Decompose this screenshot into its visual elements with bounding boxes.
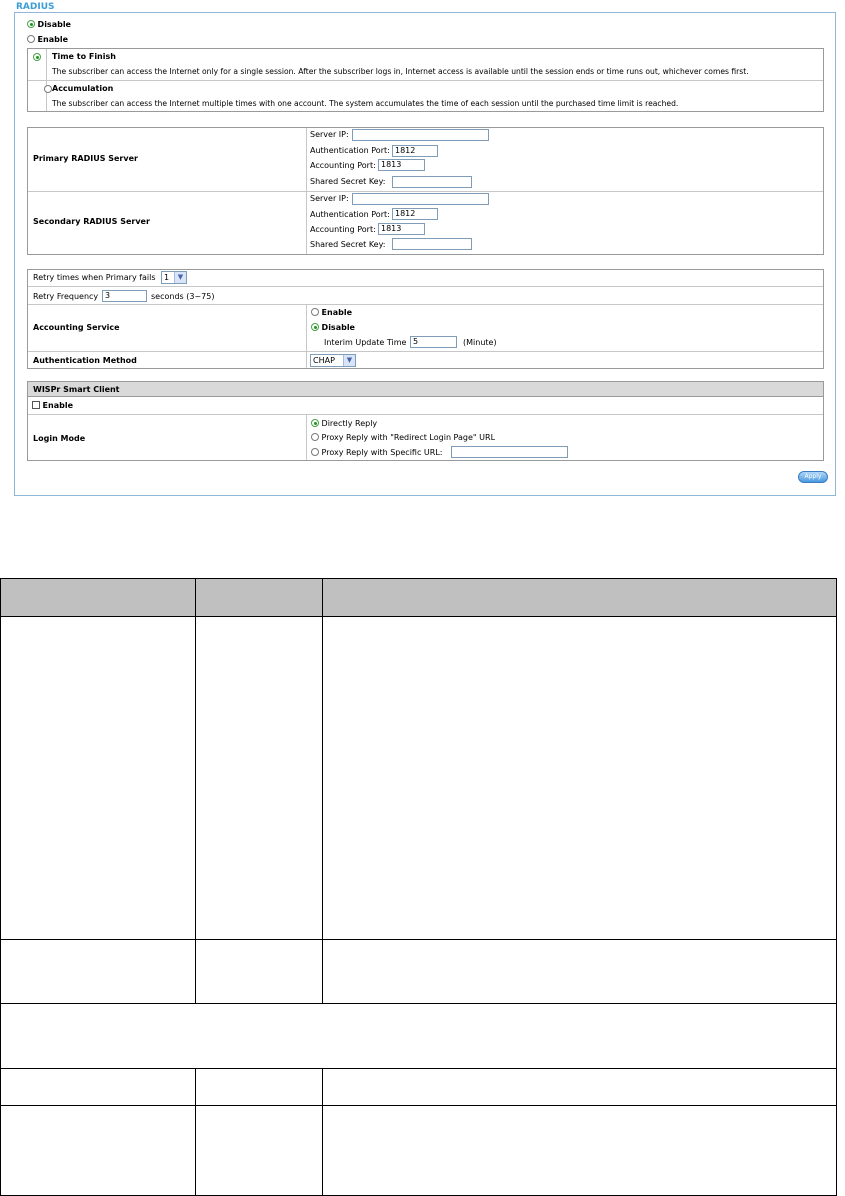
retry-times-label: Retry times when Primary fails: [33, 273, 156, 282]
secondary-secret-input[interactable]: [392, 238, 472, 250]
primary-server-label: Primary RADIUS Server: [33, 154, 138, 163]
chevron-down-icon: ▼: [343, 355, 355, 366]
time-to-finish-radio[interactable]: [33, 53, 41, 61]
secondary-auth-port-label: Authentication Port:: [310, 210, 390, 219]
accounting-disable-option[interactable]: [311, 323, 355, 332]
primary-secret-input[interactable]: [392, 176, 472, 188]
secondary-acct-port-label: Accounting Port:: [310, 225, 376, 234]
wispr-enable-label: Enable: [42, 401, 73, 410]
accounting-disable-label: Disable: [321, 323, 355, 332]
retry-box: [27, 269, 824, 369]
auth-method-label: Authentication Method: [33, 356, 137, 365]
auth-method-value: CHAP: [313, 356, 335, 365]
mode-enable-label: Enable: [37, 35, 68, 44]
table-header-row: [1, 579, 836, 616]
wispr-header-title: WISPr Smart Client: [33, 385, 120, 394]
accounting-enable-option[interactable]: [311, 308, 352, 317]
accumulation-radio[interactable]: [44, 85, 52, 93]
login-mode-option-specific[interactable]: [311, 448, 442, 457]
login-mode-direct-radio[interactable]: [311, 419, 319, 427]
primary-acct-port-input[interactable]: 1813: [378, 159, 425, 171]
retry-frequency-label: Retry Frequency: [33, 292, 99, 301]
interim-update-input[interactable]: 5: [410, 336, 457, 348]
secondary-server-ip-label: Server IP:: [310, 194, 349, 203]
specific-url-input[interactable]: [451, 446, 568, 458]
mode-disable-option[interactable]: [27, 20, 71, 29]
retry-times-value: 1: [164, 273, 170, 282]
primary-server-ip-input[interactable]: [352, 129, 489, 141]
login-mode-label: Login Mode: [33, 434, 86, 443]
time-to-finish-desc: The subscriber can access the Internet only for a single session. After the subscriber logs in, Internet access is available until the session ends or time runs out, whichever comes first.: [52, 67, 749, 76]
accounting-service-label: Accounting Service: [33, 323, 120, 332]
primary-server-ip-label: Server IP:: [310, 130, 349, 139]
wispr-header: [27, 381, 824, 397]
mode-disable-radio[interactable]: [27, 20, 35, 28]
mode-enable-radio[interactable]: [27, 35, 35, 43]
mode-enable-option[interactable]: [27, 35, 68, 44]
accounting-enable-radio[interactable]: [311, 308, 319, 316]
auth-method-select[interactable]: [310, 354, 356, 367]
secondary-server-ip-input[interactable]: [352, 193, 489, 205]
secondary-secret-label: Shared Secret Key:: [310, 240, 386, 249]
retry-frequency-input[interactable]: 3: [102, 290, 147, 302]
interim-update-label: Interim Update Time: [324, 338, 407, 347]
chevron-down-icon: ▼: [174, 272, 186, 283]
secondary-acct-port-input[interactable]: 1813: [378, 223, 425, 235]
wispr-enable-checkbox[interactable]: [32, 401, 40, 409]
parameter-table: [0, 578, 837, 1196]
wispr-enable-option[interactable]: [32, 401, 73, 410]
interim-update-unit: (Minute): [463, 338, 497, 347]
retry-times-select[interactable]: [161, 271, 187, 284]
apply-button[interactable]: Apply: [798, 471, 828, 483]
login-mode-redirect-radio[interactable]: [311, 433, 319, 441]
accumulation-desc: The subscriber can access the Internet multiple times with one account. The system accumulates the time of each session until the purchased time limit is reached.: [52, 99, 679, 108]
secondary-server-label: Secondary RADIUS Server: [33, 217, 150, 226]
accounting-disable-radio[interactable]: [311, 323, 319, 331]
primary-auth-port-input[interactable]: 1812: [392, 145, 438, 157]
login-mode-option-direct[interactable]: [311, 419, 377, 428]
primary-auth-port-label: Authentication Port:: [310, 146, 390, 155]
login-mode-option-redirect[interactable]: [311, 433, 495, 442]
login-mode-direct-label: Directly Reply: [321, 419, 378, 428]
primary-acct-port-label: Accounting Port:: [310, 161, 376, 170]
time-to-finish-title: Time to Finish: [52, 52, 116, 61]
secondary-auth-port-input[interactable]: 1812: [392, 208, 438, 220]
section-title: RADIUS: [16, 2, 55, 12]
retry-frequency-suffix: seconds (3~75): [151, 292, 215, 301]
login-mode-specific-label: Proxy Reply with Specific URL:: [321, 448, 443, 457]
mode-disable-label: Disable: [37, 20, 71, 29]
accounting-enable-label: Enable: [321, 308, 352, 317]
accumulation-title: Accumulation: [52, 84, 114, 93]
login-mode-specific-radio[interactable]: [311, 448, 319, 456]
primary-secret-label: Shared Secret Key:: [310, 177, 386, 186]
login-mode-redirect-label: Proxy Reply with "Redirect Login Page" URL: [321, 433, 496, 442]
